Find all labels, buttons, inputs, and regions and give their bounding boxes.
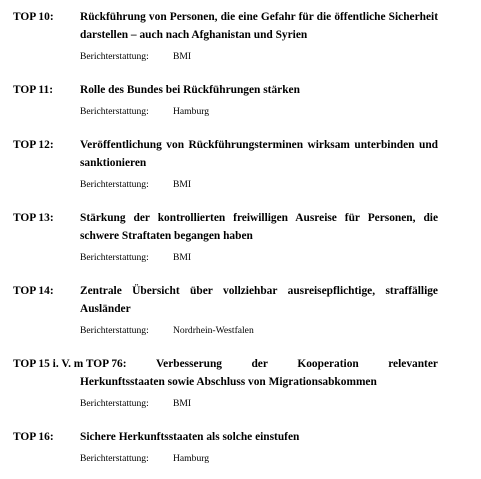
title-word: relevanter — [388, 358, 438, 370]
agenda-item-title: Sichere Herkunftsstaaten als solche einstufen — [80, 431, 300, 443]
agenda-item-report — [80, 106, 209, 118]
report-label: Berichterstattung: — [80, 398, 149, 409]
agenda-item-title: Rolle des Bundes bei Rückführungen stärken — [80, 84, 300, 96]
agenda-item-title: Stärkung der kontrollierten freiwilligen Ausreise für Personen, die schwere Straftaten begangen haben — [80, 212, 438, 242]
report-label: Berichterstattung: — [80, 252, 149, 263]
reporter-name: Nordrhein-Westfalen — [173, 325, 254, 336]
reporter-name: BMI — [173, 51, 192, 62]
agenda-item-number: TOP 12: — [13, 139, 54, 151]
agenda-item-title: Zentrale Übersicht über vollziehbar ausreisepflichtige, straffällige Ausländer — [80, 285, 438, 315]
report-label: Berichterstattung: — [80, 325, 149, 336]
agenda-item-report — [80, 325, 254, 337]
reporter-name: Hamburg — [173, 453, 210, 464]
agenda-item-number: TOP 10: — [13, 11, 54, 23]
agenda-item-number: TOP 11: — [13, 84, 53, 96]
agenda-item-title-line1 — [13, 355, 438, 373]
report-label: Berichterstattung: — [80, 51, 149, 62]
title-word: der — [251, 358, 268, 370]
agenda-item-number: TOP 13: — [13, 212, 54, 224]
reporter-name: BMI — [173, 398, 192, 409]
agenda-item-number: TOP 14: — [13, 285, 54, 297]
agenda-item-number: TOP 16: — [13, 431, 54, 443]
agenda-item-title: Rückführung von Personen, die eine Gefahr für die öffentliche Sicherheit darstellen – auch nach Afghanistan und Syrien — [80, 11, 438, 41]
agenda-item-report — [80, 398, 191, 410]
report-label: Berichterstattung: — [80, 453, 149, 464]
title-word: Kooperation — [297, 358, 359, 370]
agenda-item-report — [80, 51, 191, 63]
report-label: Berichterstattung: — [80, 106, 149, 117]
reporter-name: Hamburg — [173, 106, 210, 117]
report-label: Berichterstattung: — [80, 179, 149, 190]
agenda-item-title-line2: Herkunftsstaaten sowie Abschluss von Migrationsabkommen — [80, 376, 377, 388]
agenda-item-number: TOP 15 i. V. m TOP 76: — [13, 358, 127, 370]
agenda-item-report — [80, 179, 191, 191]
agenda-item-report — [80, 453, 209, 465]
agenda-item-report — [80, 252, 191, 264]
agenda-item-title: Veröffentlichung von Rückführungsterminen wirksam unterbinden und sanktionieren — [80, 139, 438, 169]
title-word: Verbesserung — [155, 358, 222, 370]
reporter-name: BMI — [173, 252, 192, 263]
reporter-name: BMI — [173, 179, 192, 190]
